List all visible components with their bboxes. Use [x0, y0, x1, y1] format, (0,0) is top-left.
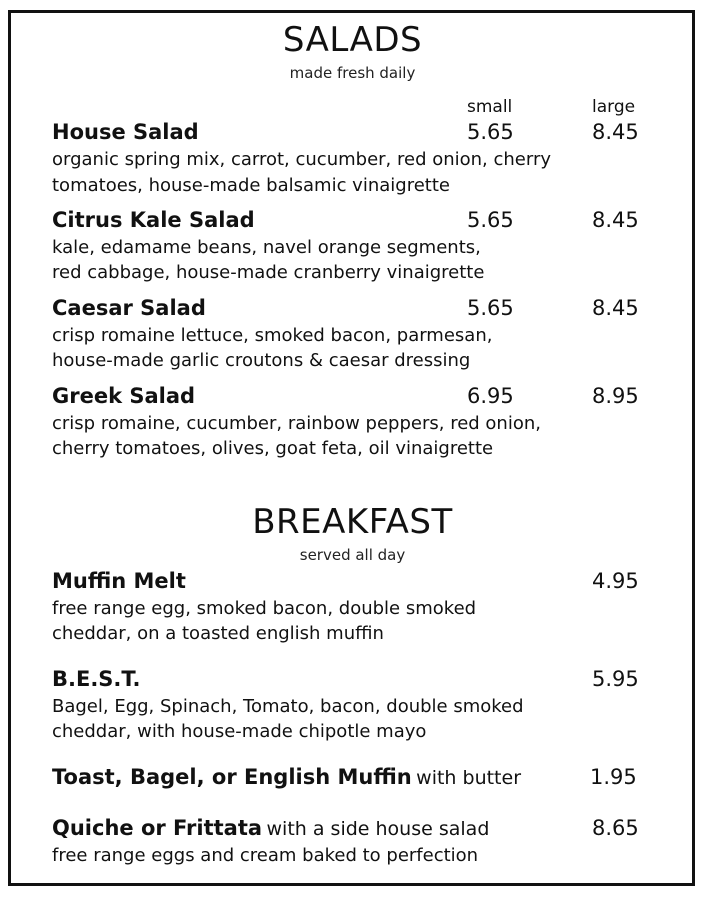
item-name: Quiche or Frittata [52, 816, 263, 840]
item-description: free range egg, smoked bacon, double smoked [52, 598, 477, 619]
item-description: free range eggs and cream baked to perfection [52, 845, 479, 866]
price-small: 6.95 [467, 384, 514, 408]
item-description: cheddar, on a toasted english muffin [52, 623, 384, 644]
price-small: 5.65 [467, 120, 514, 144]
small-column-header: small [467, 97, 513, 117]
item-name: Caesar Salad [52, 296, 206, 320]
menu-item [52, 816, 489, 840]
item-name: Citrus Kale Salad [52, 208, 255, 232]
menu-item [52, 765, 521, 789]
price-large: 8.45 [592, 296, 639, 320]
price-large: 8.45 [592, 208, 639, 232]
item-name: Muffin Melt [52, 569, 186, 593]
item-name: B.E.S.T. [52, 667, 141, 691]
item-name: Greek Salad [52, 384, 196, 408]
item-description: cherry tomatoes, olives, goat feta, oil vinaigrette [52, 438, 494, 459]
large-column-header: large [592, 97, 636, 117]
price: 5.95 [592, 667, 639, 691]
item-name: Toast, Bagel, or English Muffin [52, 765, 412, 789]
price-small: 5.65 [467, 208, 514, 232]
item-description: Bagel, Egg, Spinach, Tomato, bacon, double smoked [52, 696, 524, 717]
price: 4.95 [592, 569, 639, 593]
item-description: red cabbage, house-made cranberry vinaigrette [52, 262, 485, 283]
item-description: tomatoes, house-made balsamic vinaigrette [52, 175, 450, 196]
item-description: crisp romaine, cucumber, rainbow peppers, red onion, [52, 413, 541, 434]
item-description: cheddar, with house-made chipotle mayo [52, 721, 427, 742]
item-description: crisp romaine lettuce, smoked bacon, parmesan, [52, 325, 493, 346]
salads-subtitle: made fresh daily [289, 64, 416, 82]
price-large: 8.95 [592, 384, 639, 408]
salads-heading: SALADS [282, 20, 423, 60]
price: 8.65 [592, 816, 639, 840]
price-small: 5.65 [467, 296, 514, 320]
item-description: organic spring mix, carrot, cucumber, red onion, cherry [52, 149, 552, 170]
item-note: with a side house salad [266, 818, 490, 840]
price: 1.95 [590, 765, 637, 789]
item-note: with butter [416, 767, 522, 789]
breakfast-heading: BREAKFAST [252, 502, 453, 542]
item-description: house-made garlic croutons & caesar dressing [52, 350, 471, 371]
item-name: House Salad [52, 120, 199, 144]
breakfast-subtitle: served all day [299, 546, 406, 564]
price-large: 8.45 [592, 120, 639, 144]
item-description: kale, edamame beans, navel orange segments, [52, 237, 481, 258]
